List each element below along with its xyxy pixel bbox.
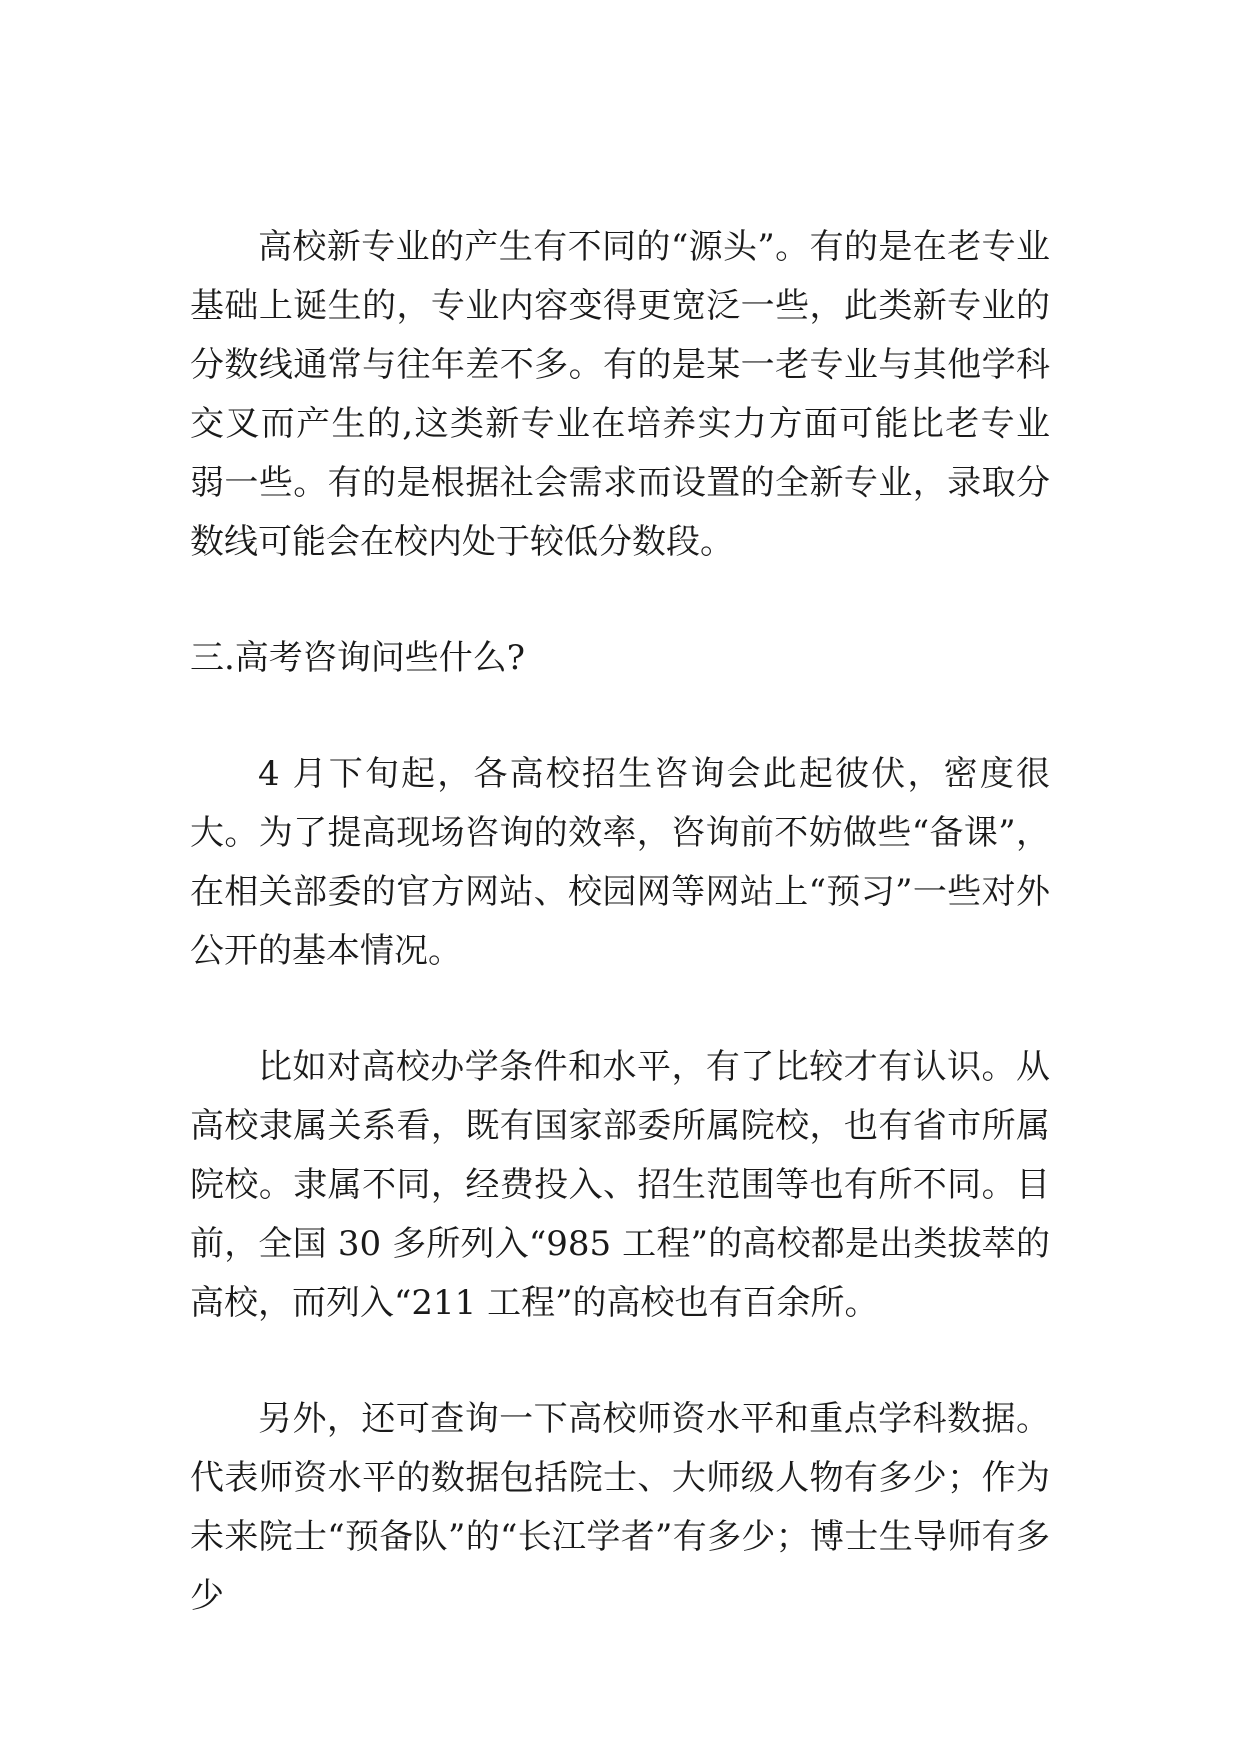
paragraph-new-majors: 高校新专业的产生有不同的“源头”。有的是在老专业基础上诞生的，专业内容变得更宽泛一些，此类新专业的分数线通常与往年差不多。有的是某一老专业与其他学科交叉而产生的,这类新专业在培养实力方面可能比老专业弱一些。有的是根据社会需求而设置的全新专业，录取分数线可能会在校内处于较低分数段。: [190, 227, 1050, 562]
document-body: [190, 218, 1050, 1626]
paragraph-consultation: 4 月下旬起，各高校招生咨询会此起彼伏，密度很大。为了提高现场咨询的效率，咨询前不妨做些“备课”，在相关部委的官方网站、校园网等网站上“预习”一些对外公开的基本情况。: [190, 754, 1050, 971]
section-heading: 三.高考咨询问些什么?: [190, 638, 526, 678]
paragraph-faculty: 另外，还可查询一下高校师资水平和重点学科数据。代表师资水平的数据包括院士、大师级人物有多少；作为未来院士“预备队”的“长江学者”有多少；博士生导师有多少: [190, 1399, 1050, 1616]
paragraph-school-conditions: 比如对高校办学条件和水平，有了比较才有认识。从高校隶属关系看，既有国家部委所属院校，也有省市所属院校。隶属不同，经费投入、招生范围等也有所不同。目前，全国 30 多所列入“985 工程”的高校都是出类拔萃的高校，而列入“211 工程”的高校也有百余所。: [190, 1047, 1050, 1323]
